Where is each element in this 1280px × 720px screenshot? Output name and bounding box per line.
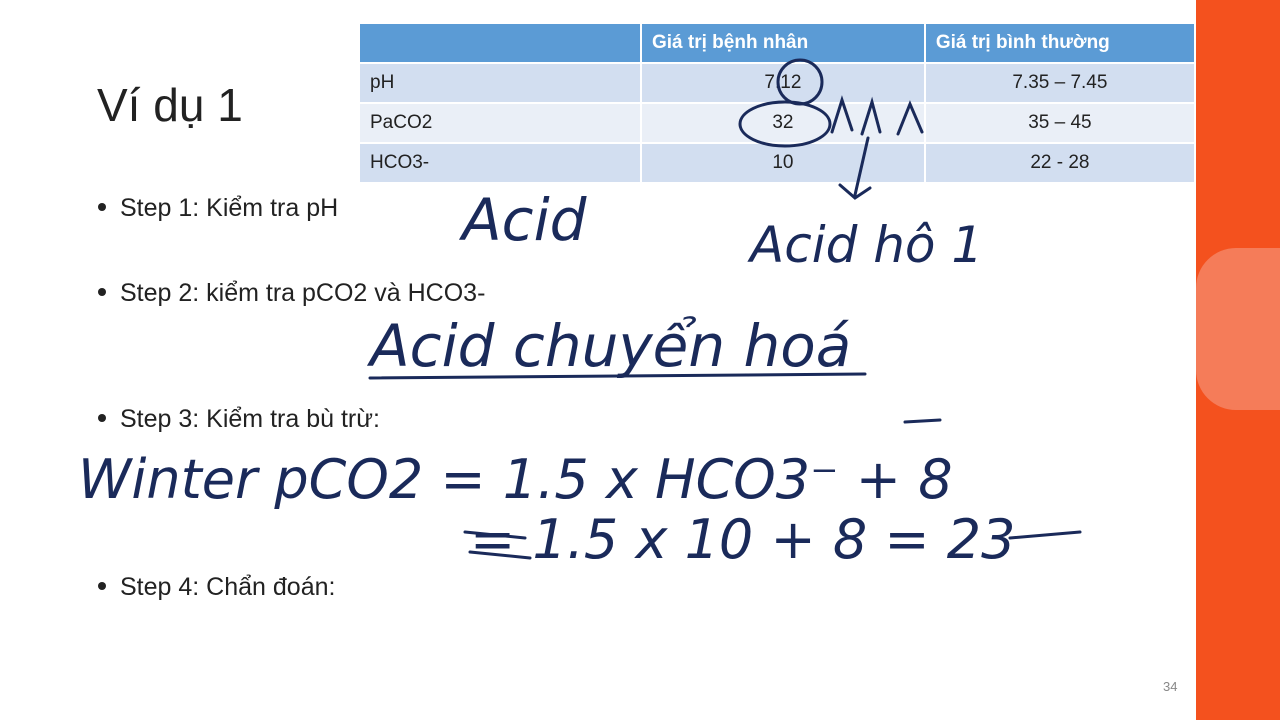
header-cell: Giá trị bệnh nhân — [641, 24, 925, 63]
minus-annotation — [905, 420, 940, 422]
step-text: Step 3: Kiểm tra bù trừ: — [120, 405, 380, 433]
normal-cell: 22 - 28 — [925, 143, 1195, 183]
toolbar-annotate-button[interactable] — [0, 300, 84, 360]
circle-annotation — [740, 102, 830, 146]
page-number: 34 — [1163, 679, 1178, 694]
circle-icon — [36, 514, 48, 526]
patient-cell: 10 — [641, 143, 925, 183]
normal-cell: 7.35 – 7.45 — [925, 63, 1195, 103]
handwritten-acid-chuyen-hoa: Acid chuyển hoá — [370, 312, 852, 380]
toolbar-dot-button-top[interactable] — [0, 125, 84, 155]
circle-annotation — [778, 60, 822, 104]
toolbar-active-highlight — [1196, 248, 1280, 410]
header-cell: Giá trị bình thường — [925, 24, 1195, 63]
arrow-annotation — [832, 100, 922, 134]
patient-cell: 7.12 — [641, 63, 925, 103]
toolbar-dot-button-bottom[interactable] — [0, 505, 84, 535]
annotate-icon — [20, 308, 64, 352]
step-text: Step 4: Chẩn đoán: — [120, 573, 336, 601]
handwritten-winter-calc: = 1.5 x 10 + 8 = 23 — [470, 508, 1016, 571]
handwritten-acid-hh1: Acid hô 1 — [750, 216, 984, 274]
param-cell: PaCO2 — [360, 103, 641, 143]
step-text: Step 2: kiểm tra pCO2 và HCO3- — [120, 279, 486, 307]
param-cell: pH — [360, 63, 641, 103]
arrow-annotation — [840, 138, 870, 198]
chevron-down-icon — [27, 600, 57, 620]
patient-cell: 32 — [641, 103, 925, 143]
handwritten-winter-formula: Winter pCO2 = 1.5 x HCO3⁻ + 8 — [78, 448, 953, 511]
handwritten-acid: Acid — [462, 186, 587, 254]
step-text: Step 1: Kiểm tra pH — [120, 194, 339, 222]
circle-icon — [36, 134, 48, 146]
normal-cell: 35 – 45 — [925, 103, 1195, 143]
param-cell: HCO3- — [360, 143, 641, 183]
toolbar-collapse-button[interactable] — [0, 592, 84, 628]
slide-title: Ví dụ 1 — [97, 79, 243, 131]
